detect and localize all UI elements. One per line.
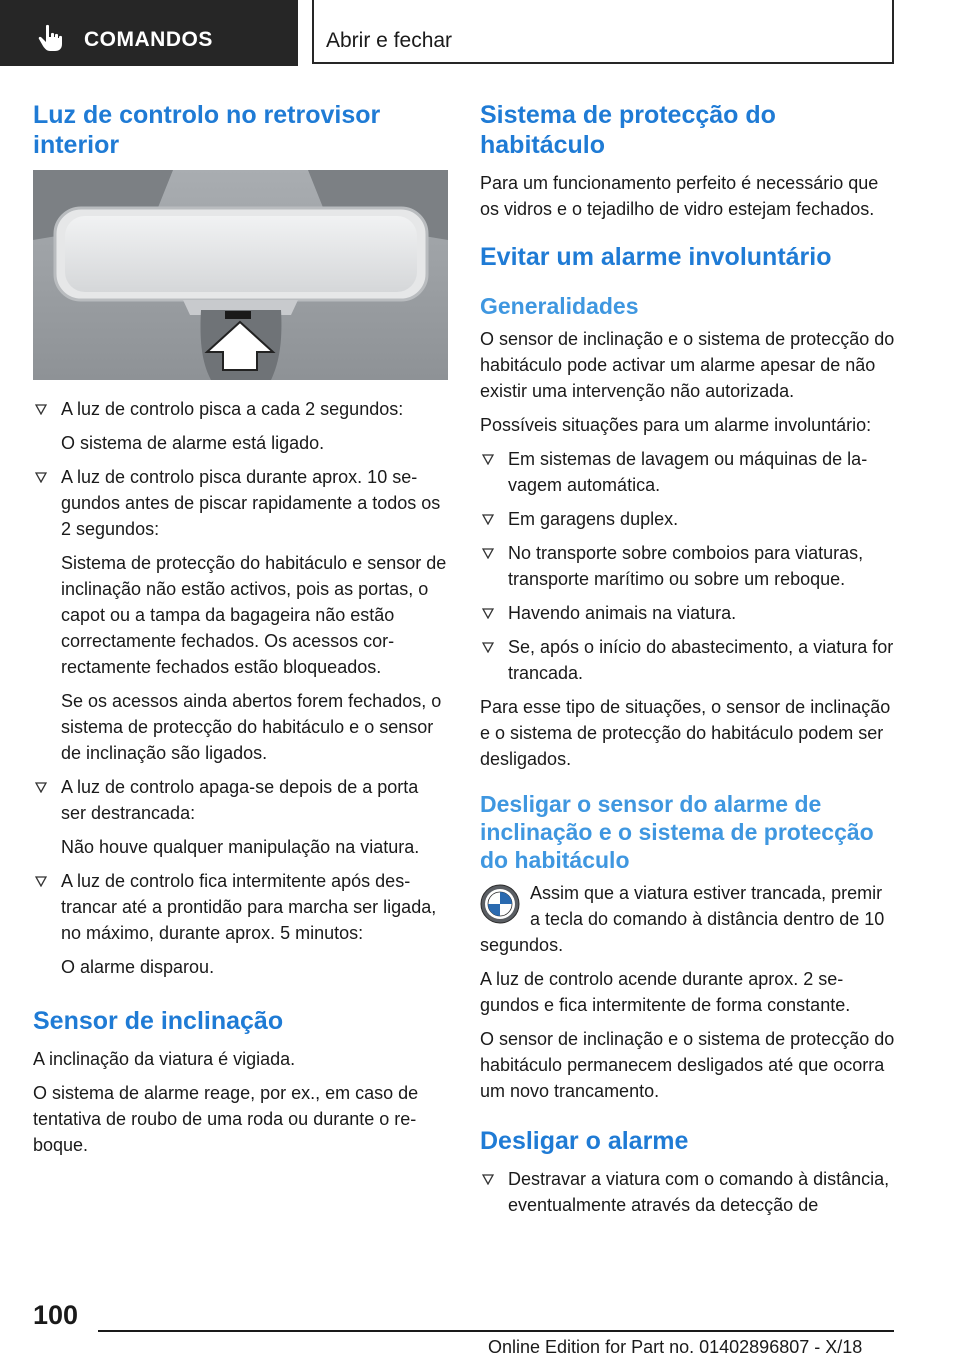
heading-avoid-alarm: Evitar um alarme involuntário <box>480 243 832 271</box>
list-item-text: A luz de controlo pisca durante aprox. 10 segundos antes de piscar rapidamente a todos os 2 segundos: <box>61 467 441 539</box>
triangle-bullet-icon <box>35 782 47 793</box>
list-item <box>480 446 895 498</box>
right-column <box>480 100 895 1226</box>
triangle-bullet-icon <box>35 404 47 415</box>
list-item-detail: Se os acessos ainda abertos forem fechados, o sistema de protecção do habitáculo e o sensor de inclinação são ligados. <box>61 691 442 763</box>
paragraph: O sensor de inclinação e o sistema de protecção do habitáculo pode activar um alarme apesar de não existir uma intervenção não autorizada. <box>480 329 895 401</box>
list-item <box>33 464 448 766</box>
list-item-text: Havendo animais na viatura. <box>508 603 737 623</box>
remote-key-instruction <box>480 880 895 958</box>
heading-mirror-light: Luz de controlo no retrovisor interior <box>33 101 381 159</box>
list-item-detail: O sistema de alarme está ligado. <box>61 433 325 453</box>
rearview-mirror-image <box>33 170 448 380</box>
triangle-bullet-icon <box>482 548 494 559</box>
list-item-text: Se, após o início do abastecimento, a viatura for trancada. <box>508 637 894 683</box>
list-item <box>480 1166 895 1218</box>
left-column <box>33 100 448 1166</box>
heading-tilt-sensor: Sensor de inclinação <box>33 1007 284 1035</box>
list-item <box>33 396 448 456</box>
list-item <box>480 540 895 592</box>
paragraph: A luz de controlo acende durante aprox. 2 segundos e fica intermitente de forma constante. <box>480 969 851 1015</box>
list-item-text: A luz de controlo fica intermitente após destrancar até a prontidão para marcha ser ligada, no máximo, durante aprox. 5 minutos: <box>61 871 437 943</box>
paragraph: Para um funcionamento perfeito é necessário que os vidros e o tejadilho de vidro estejam fechados. <box>480 173 879 219</box>
triangle-bullet-icon <box>482 1174 494 1185</box>
list-item-text: A luz de controlo pisca a cada 2 segundos: <box>61 399 404 419</box>
triangle-bullet-icon <box>35 876 47 887</box>
footer-divider <box>98 1330 894 1332</box>
list-item-text: A luz de controlo apaga-se depois de a porta ser destrancada: <box>61 777 419 823</box>
paragraph: Possíveis situações para um alarme involuntário: <box>480 415 872 435</box>
heading-alarm-off: Desligar o alarme <box>480 1127 689 1155</box>
edition-note: Online Edition for Part no. 01402896807 - X/18 <box>488 1337 863 1357</box>
bmw-logo-icon <box>480 884 520 924</box>
section-title: COMANDOS <box>84 28 213 51</box>
unintended-alarm-list <box>480 446 895 686</box>
list-item-text: Em sistemas de lavagem ou máquinas de lavagem automática. <box>508 449 868 495</box>
list-item-detail: Sistema de protecção do habitáculo e sensor de inclinação não estão activos, pois as portas, o capot ou a tampa da bagageira não estão correctamente fechados. Os acessos correctamente fechados estão bloqueados. <box>61 553 447 677</box>
list-item <box>480 634 895 686</box>
list-item <box>480 506 895 532</box>
list-item-text: Destravar a viatura com o comando à distância, eventualmente através da detecção de <box>508 1169 890 1215</box>
paragraph: Assim que a viatura estiver trancada, premir a tecla do comando à distância dentro de 10 segundos. <box>480 883 885 955</box>
mirror-light-list <box>33 396 448 980</box>
section-tab <box>0 0 298 66</box>
triangle-bullet-icon <box>482 454 494 465</box>
heading-interior-protection: Sistema de protecção do habitáculo <box>480 101 776 159</box>
list-item <box>33 868 448 980</box>
hand-pointer-icon <box>38 24 64 52</box>
list-item <box>480 600 895 626</box>
triangle-bullet-icon <box>482 608 494 619</box>
chapter-header <box>312 0 894 64</box>
triangle-bullet-icon <box>482 514 494 525</box>
list-item-detail: Não houve qualquer manipulação na viatura. <box>61 837 420 857</box>
paragraph: Para esse tipo de situações, o sensor de inclinação e o sistema de protecção do habitáculo podem ser desligados. <box>480 697 891 769</box>
paragraph: A inclinação da viatura é vigiada. <box>33 1049 296 1069</box>
page-number: 100 <box>33 1300 79 1330</box>
triangle-bullet-icon <box>482 642 494 653</box>
chapter-title: Abrir e fechar <box>326 29 453 52</box>
paragraph: O sistema de alarme reage, por ex., em caso de tentativa de roubo de uma roda ou durante o reboque. <box>33 1083 419 1155</box>
heading-general: Generalidades <box>480 293 639 319</box>
list-item-text: No transporte sobre comboios para viaturas, transporte marítimo ou sobre um reboque. <box>508 543 864 589</box>
list-item-detail: O alarme disparou. <box>61 957 215 977</box>
triangle-bullet-icon <box>35 472 47 483</box>
alarm-off-list <box>480 1166 895 1218</box>
paragraph: O sensor de inclinação e o sistema de protecção do habitáculo permanecem desligados até que ocorra um novo trancamento. <box>480 1029 895 1101</box>
list-item <box>33 774 448 860</box>
heading-disable-sensor: Desligar o sensor do alarme de inclinação e o sistema de protecção do habitáculo <box>480 791 874 873</box>
list-item-text: Em garagens duplex. <box>508 509 679 529</box>
